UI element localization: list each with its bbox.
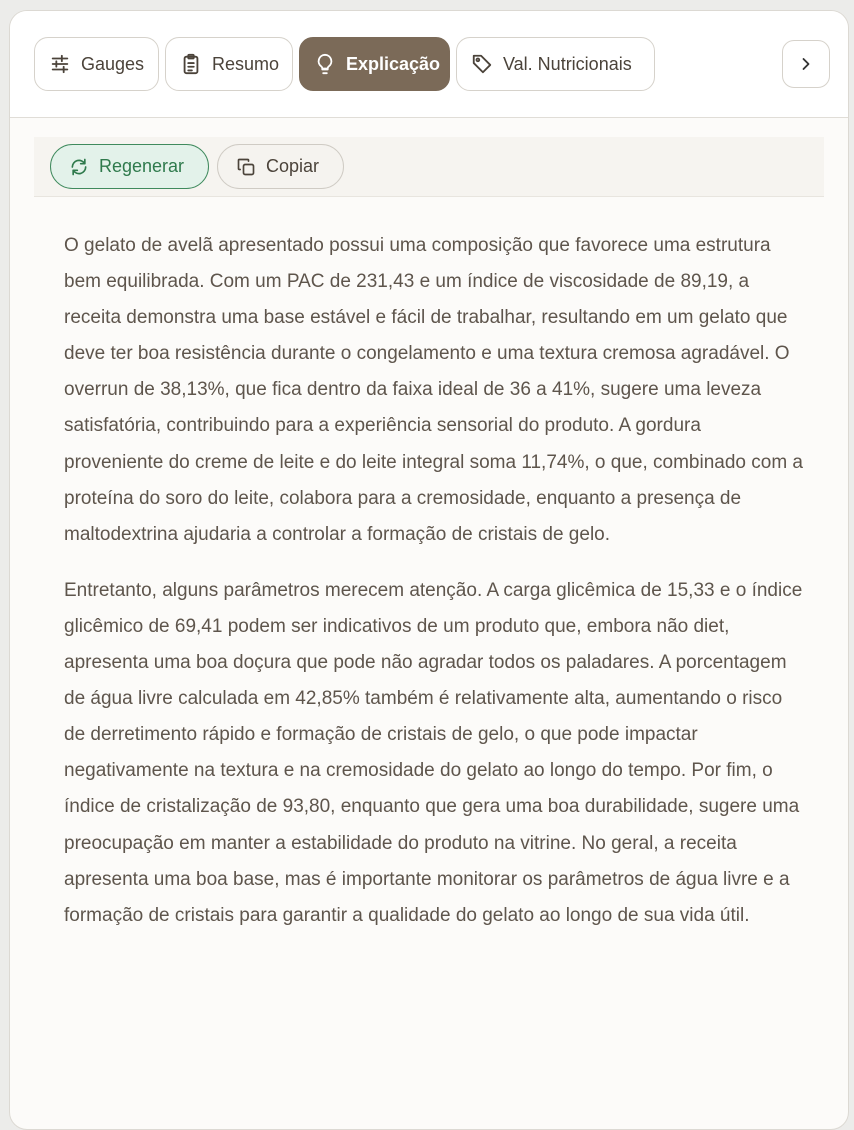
- clipboard-icon: [180, 53, 202, 75]
- tab-bar: [10, 11, 848, 118]
- explanation-paragraph: Entretanto, alguns parâmetros merecem atenção. A carga glicêmica de 15,33 e o índice glicêmico de 69,41 podem ser indicativos de um produto que, embora não diet, apresenta uma boa doçura que pode não agradar todos os paladares. A porcentagem de água livre calculada em 42,85% também é relativamente alta, aumentando o risco de derretimento rápido e formação de cristais de gelo, o que pode impactar negativamente na textura e na cremosidade do gelato ao longo do tempo. Por fim, o índice de cristalização de 93,80, enquanto que gera uma boa durabilidade, sugere uma preocupação em manter a estabilidade do produto na vitrine. No geral, a receita apresenta uma boa base, mas é importante monitorar os parâmetros de água livre e a formação de cristais para garantir a qualidade do gelato ao longo de sua vida útil.: [64, 579, 803, 926]
- action-toolbar: [34, 137, 824, 197]
- next-tab-button[interactable]: [782, 40, 830, 88]
- copy-button[interactable]: [217, 144, 344, 189]
- tab-resumo[interactable]: [165, 37, 293, 91]
- regenerate-button[interactable]: [50, 144, 209, 189]
- tab-label: Gauges: [81, 53, 145, 74]
- explanation-paragraph: O gelato de avelã apresentado possui uma composição que favorece uma estrutura bem equilibrada. Com um PAC de 231,43 e um índice de viscosidade de 89,19, a receita demonstra uma base estável e fácil de trabalhar, resultando em um gelato que deve ter boa resistência durante o congelamento e uma textura cremosa agradável. O overrun de 38,13%, que fica dentro da faixa ideal de 36 a 41%, sugere uma leveza satisfatória, contribuindo para a experiência sensorial do produto. A gordura proveniente do creme de leite e do leite integral soma 11,74%, o que, combinado com a proteína do soro do leite, colabora para a cremosidade, enquanto a presença de maltodextrina ajudaria a controlar a formação de cristais de gelo.: [64, 235, 803, 545]
- copy-label: Copiar: [266, 156, 320, 176]
- tab-gauges[interactable]: [34, 37, 159, 91]
- sliders-icon: [49, 53, 71, 75]
- tab-val-nutricionais[interactable]: [456, 37, 655, 91]
- regenerate-label: Regenerar: [99, 156, 185, 176]
- chevron-right-icon: [796, 54, 816, 74]
- tag-icon: [471, 53, 493, 75]
- lightbulb-icon: [314, 53, 336, 75]
- tab-label: Val. Nutricionais: [503, 53, 632, 74]
- explanation-text: [64, 228, 804, 954]
- tab-explicacao[interactable]: [299, 37, 450, 91]
- tab-label: Explicação: [346, 53, 441, 74]
- refresh-icon: [69, 157, 89, 177]
- tab-label: Resumo: [212, 53, 280, 74]
- copy-icon: [236, 157, 256, 177]
- explanation-panel: [9, 10, 849, 1130]
